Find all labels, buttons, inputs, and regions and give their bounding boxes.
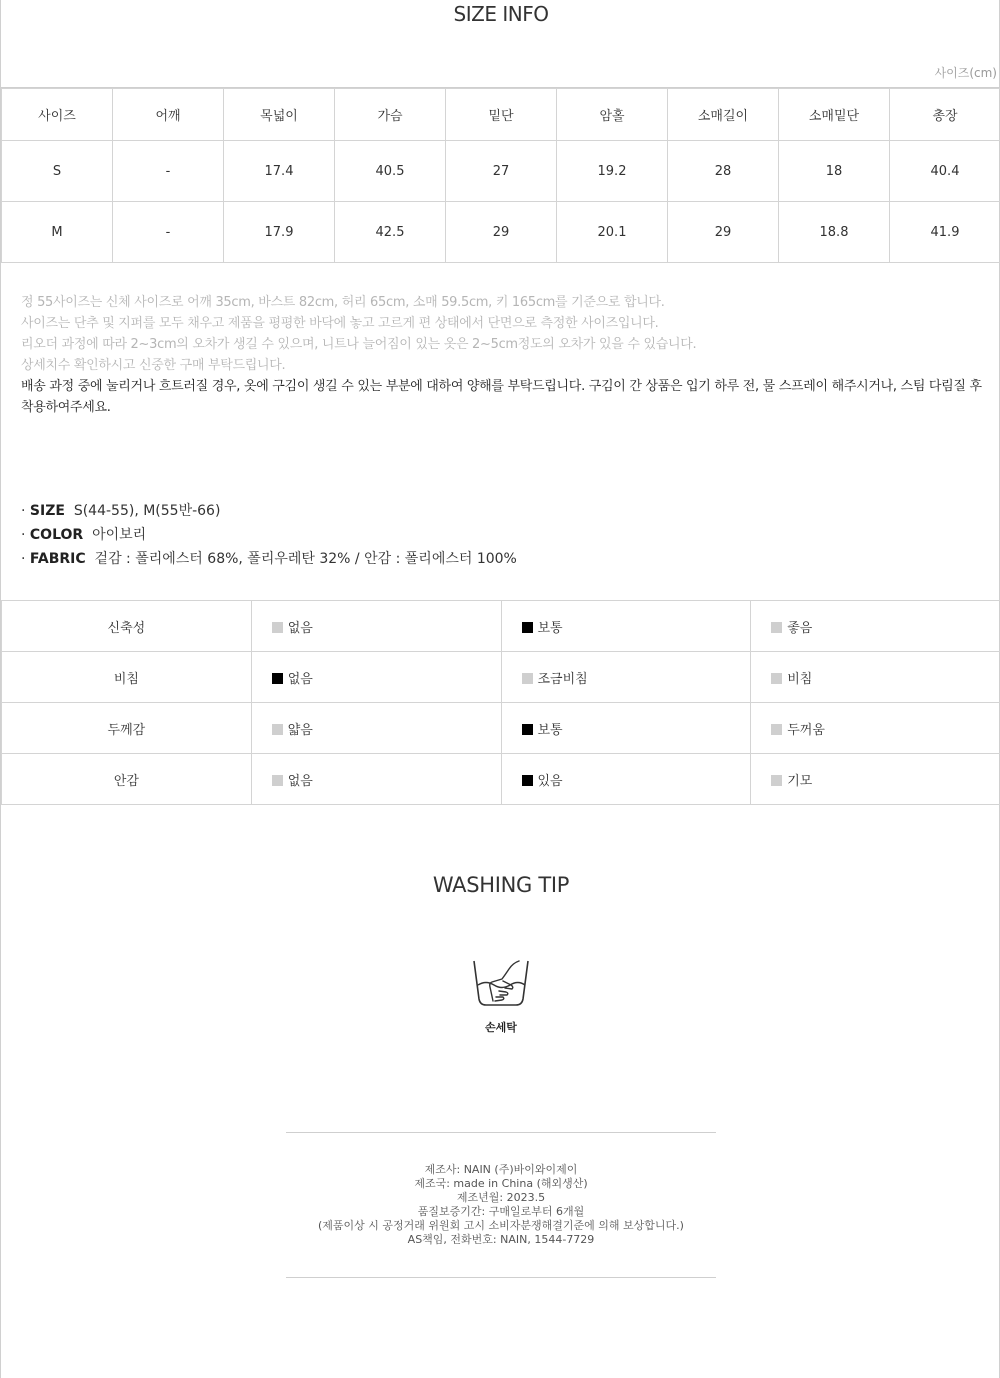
feel-option <box>501 652 751 703</box>
hand-wash-icon <box>469 955 533 1019</box>
spec-color-label: COLOR <box>29 527 84 543</box>
table-cell: 29 <box>668 202 779 263</box>
spec-size-label: SIZE <box>29 503 65 519</box>
feel-option <box>751 703 1000 754</box>
note-line: 리오더 과정에 따라 2~3cm의 오차가 생길 수 있으며, 니트나 늘어짐이 있는 옷은 2~5cm정도의 오차가 있을 수 있습니다. <box>21 337 697 352</box>
checkbox-square-icon <box>771 775 782 786</box>
checkbox-square-icon <box>522 622 533 633</box>
note-line: 상세치수 확인하시고 신중한 구매 부탁드립니다. <box>21 358 286 373</box>
size-notes <box>21 292 996 418</box>
feel-option <box>501 703 751 754</box>
product-info <box>201 1163 801 1247</box>
feel-option-label: 있음 <box>537 773 563 789</box>
checkbox-square-icon <box>272 622 283 633</box>
shipping-note: 배송 과정 중에 눌리거나 흐트러질 경우, 옷에 구김이 생길 수 있는 부분에 대하여 양해를 부탁드립니다. 구김이 간 상품은 입기 하루 전, 물 스프레이 해주시거나, 스팀 다림질 후 착용하여주세요. <box>21 379 982 415</box>
header-neck-width: 목넓이 <box>224 89 335 141</box>
table-row <box>2 202 1000 263</box>
table-cell: - <box>113 202 224 263</box>
feel-option <box>501 601 751 652</box>
feel-option <box>501 754 751 805</box>
size-table <box>1 88 1000 263</box>
spec-size: · SIZE S(44-55), M(55반-66) <box>21 503 221 519</box>
checkbox-square-icon <box>771 622 782 633</box>
feel-option <box>751 652 1000 703</box>
feel-option <box>251 652 501 703</box>
table-cell: 41.9 <box>890 202 1000 263</box>
feel-option-label: 조금비침 <box>537 671 588 687</box>
header-size: 사이즈 <box>2 89 113 141</box>
table-cell: 18 <box>779 141 890 202</box>
feel-option <box>251 703 501 754</box>
checkbox-square-icon <box>771 724 782 735</box>
checkbox-square-icon <box>522 724 533 735</box>
header-sleeve-hem: 소매밑단 <box>779 89 890 141</box>
hand-wash-caption: 손세탁 <box>485 1021 517 1034</box>
feel-row <box>2 754 1000 805</box>
header-sleeve-length: 소매길이 <box>668 89 779 141</box>
fabric-feel-table <box>1 600 1000 805</box>
feel-row <box>2 601 1000 652</box>
checkbox-square-icon <box>771 673 782 684</box>
size-info-title: SIZE INFO <box>453 2 549 26</box>
feel-option-label: 없음 <box>287 773 313 789</box>
feel-row <box>2 652 1000 703</box>
info-line: (제품이상 시 공정거래 위원회 고시 소비자분쟁해결기준에 의해 보상합니다.) <box>318 1219 684 1232</box>
spec-size-value: S(44-55), M(55반-66) <box>73 503 221 519</box>
table-cell: 19.2 <box>557 141 668 202</box>
table-cell: M <box>2 202 113 263</box>
spec-fabric-label: FABRIC <box>29 551 86 567</box>
feel-option-label: 없음 <box>287 620 313 636</box>
header-shoulder: 어깨 <box>113 89 224 141</box>
spec-color-value: 아이보리 <box>92 527 147 543</box>
table-cell: 20.1 <box>557 202 668 263</box>
feel-row-label: 비침 <box>2 652 252 703</box>
checkbox-square-icon <box>272 724 283 735</box>
checkbox-square-icon <box>522 775 533 786</box>
feel-option-label: 기모 <box>787 773 813 789</box>
feel-option-label: 비침 <box>787 671 813 687</box>
table-cell: 40.5 <box>335 141 446 202</box>
checkbox-square-icon <box>522 673 533 684</box>
info-line: AS책임, 전화번호: NAIN, 1544-7729 <box>407 1233 595 1246</box>
product-specs <box>21 499 517 571</box>
info-divider-top <box>286 1132 716 1133</box>
table-cell: 29 <box>446 202 557 263</box>
washing-tip-title: WASHING TIP <box>432 873 570 897</box>
feel-row-label: 두께감 <box>2 703 252 754</box>
table-cell: 17.9 <box>224 202 335 263</box>
table-cell: - <box>113 141 224 202</box>
info-line: 품질보증기간: 구매일로부터 6개월 <box>417 1205 585 1218</box>
info-line: 제조년월: 2023.5 <box>456 1191 546 1204</box>
feel-option-label: 보통 <box>537 620 563 636</box>
spec-fabric: · FABRIC 겉감 : 폴리에스터 68%, 폴리우레탄 32% / 안감 : 폴리에스터 100% <box>21 551 517 567</box>
spec-fabric-value: 겉감 : 폴리에스터 68%, 폴리우레탄 32% / 안감 : 폴리에스터 100% <box>94 551 517 567</box>
feel-row-label: 안감 <box>2 754 252 805</box>
feel-option <box>251 754 501 805</box>
feel-option-label: 없음 <box>287 671 313 687</box>
note-line: 정 55사이즈는 신체 사이즈로 어깨 35cm, 바스트 82cm, 허리 65cm, 소매 59.5cm, 키 165cm를 기준으로 합니다. <box>21 295 665 310</box>
info-line: 제조국: made in China (해외생산) <box>414 1177 588 1190</box>
table-cell: 17.4 <box>224 141 335 202</box>
table-cell: 42.5 <box>335 202 446 263</box>
header-hem: 밑단 <box>446 89 557 141</box>
header-total-length: 총장 <box>890 89 1000 141</box>
table-cell: 18.8 <box>779 202 890 263</box>
feel-row-label: 신축성 <box>2 601 252 652</box>
table-cell: S <box>2 141 113 202</box>
feel-option-label: 얇음 <box>287 722 313 738</box>
size-table-header-row <box>2 89 1000 141</box>
feel-option <box>751 601 1000 652</box>
note-line: 사이즈는 단추 및 지퍼를 모두 채우고 제품을 평평한 바닥에 놓고 고르게 편 상태에서 단면으로 측정한 사이즈입니다. <box>21 316 659 331</box>
header-chest: 가슴 <box>335 89 446 141</box>
table-cell: 40.4 <box>890 141 1000 202</box>
checkbox-square-icon <box>272 775 283 786</box>
feel-option-label: 보통 <box>537 722 563 738</box>
table-cell: 27 <box>446 141 557 202</box>
info-line: 제조사: NAIN (주)바이와이제이 <box>424 1163 578 1176</box>
table-cell: 28 <box>668 141 779 202</box>
table-row <box>2 141 1000 202</box>
checkbox-square-icon <box>272 673 283 684</box>
unit-label: 사이즈(cm) <box>934 66 997 80</box>
feel-option <box>751 754 1000 805</box>
spec-color: · COLOR 아이보리 <box>21 527 147 543</box>
header-armhole: 암홀 <box>557 89 668 141</box>
feel-option-label: 두꺼움 <box>787 722 825 738</box>
feel-row <box>2 703 1000 754</box>
info-divider-bottom <box>286 1277 716 1278</box>
feel-option-label: 좋음 <box>787 620 813 636</box>
feel-option <box>251 601 501 652</box>
